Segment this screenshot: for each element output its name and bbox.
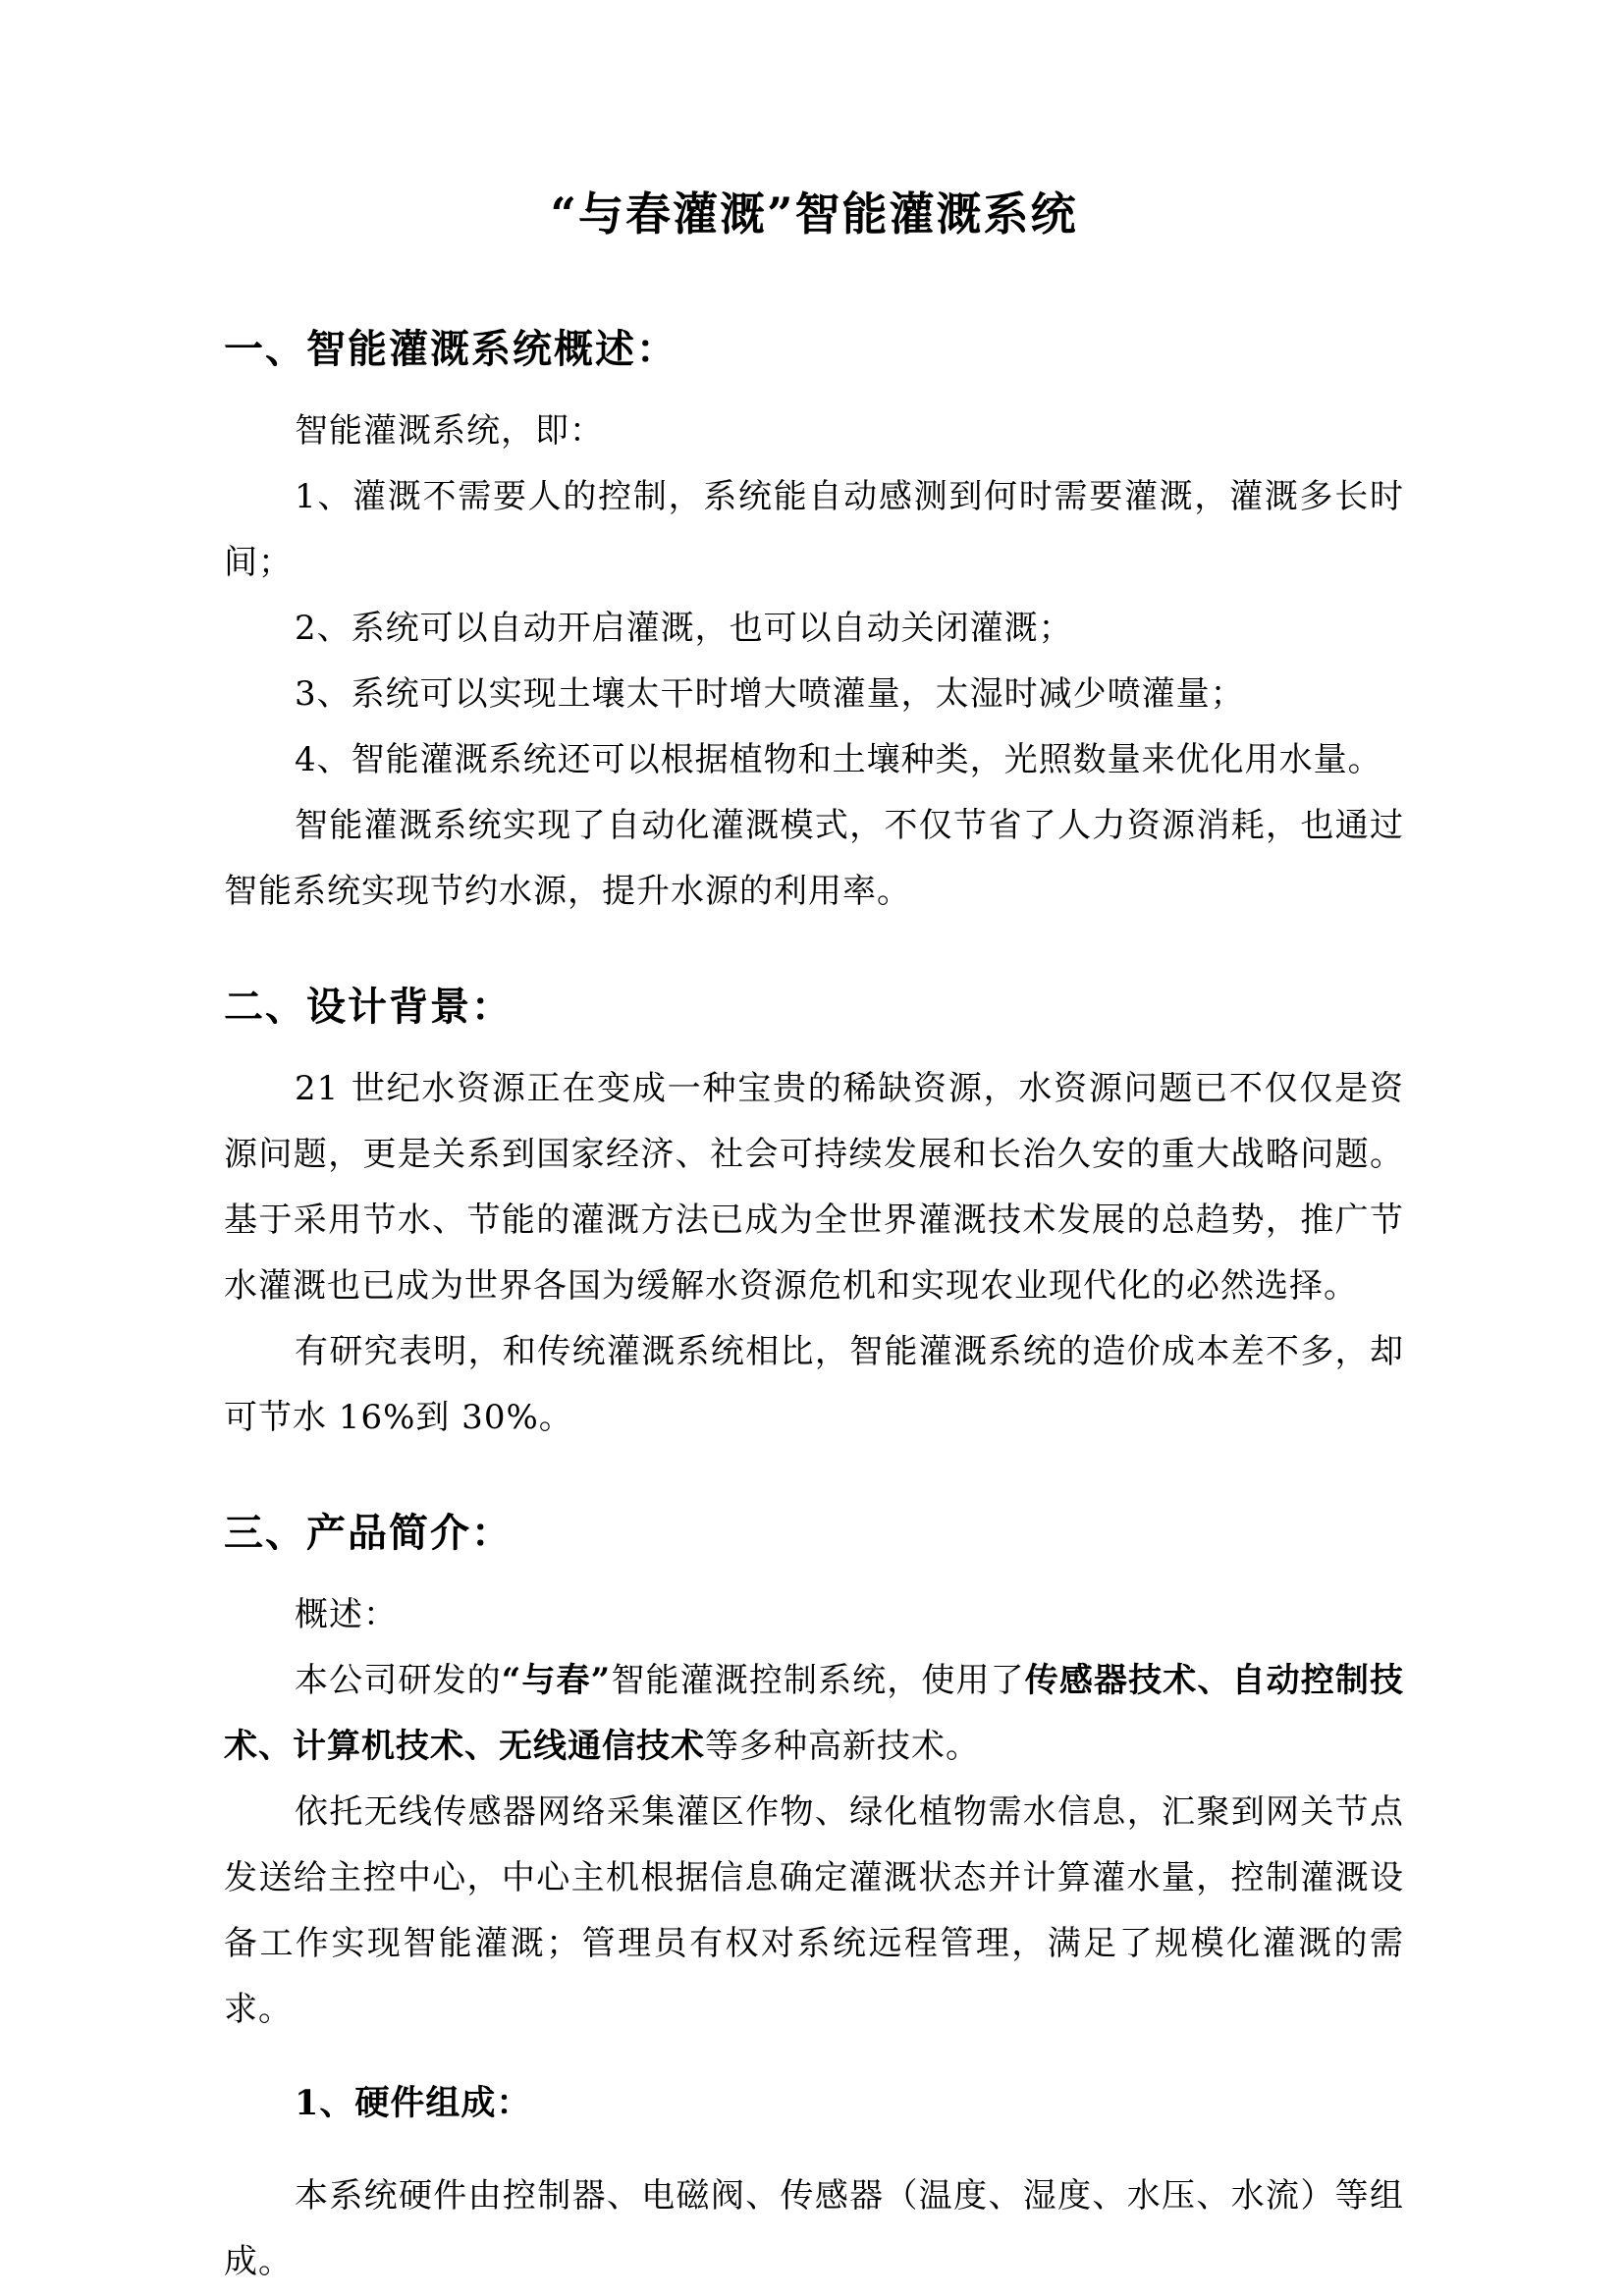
- intro-technologies-bold: 传感器技术、自动控制技术、计算机技术、无线通信技术: [224, 1661, 1405, 1766]
- intro-text-post: 等多种高新技术。: [705, 1727, 980, 1766]
- section-1-heading-overview: 一、智能灌溉系统概述：: [224, 326, 677, 372]
- section-2-heading-background: 二、设计背景：: [224, 984, 513, 1030]
- list-item-3: 3、系统可以实现土壤太干时增大喷灌量，太湿时减少喷灌量；: [295, 674, 1245, 714]
- section-3-overview-label: 概述：: [295, 1595, 398, 1634]
- section-2-paragraph-1: 21 世纪水资源正在变成一种宝贵的稀缺资源，水资源问题已不仅仅是资源问题，更是关系到国家经济、社会可持续发展和长治久安的重大战略问题。基于采用节水、节能的灌溉方法已成为全世界灌溉技术发展的总趋势，推广节水灌溉也已成为世界各国为缓解水资源危机和实现农业现代化的必然选择。: [224, 1069, 1404, 1306]
- section-1-summary-paragraph: 智能灌溉系统实现了自动化灌溉模式，不仅节省了人力资源消耗，也通过智能系统实现节约水源，提升水源的利用率。: [224, 806, 1404, 911]
- intro-text-pre: 本公司研发的: [295, 1661, 502, 1700]
- document-title: “与春灌溉”智能灌溉系统: [550, 187, 1078, 240]
- section-3-network-paragraph: 依托无线传感器网络采集灌区作物、绿化植物需水信息，汇聚到网关节点发送给主控中心，中心主机根据信息确定灌溉状态并计算灌水量，控制灌溉设备工作实现智能灌溉；管理员有权对系统远程管理，满足了规模化灌溉的需求。: [224, 1792, 1404, 2029]
- section-1-intro-paragraph: 智能灌溉系统，即：: [295, 411, 604, 451]
- hardware-composition-paragraph: 本系统硬件由控制器、电磁阀、传感器（温度、湿度、水压、水流）等组成。: [224, 2176, 1404, 2281]
- list-item-4: 4、智能灌溉系统还可以根据植物和土壤种类，光照数量来优化用水量。: [295, 740, 1382, 779]
- intro-brand-name-bold: “与春”: [501, 1661, 612, 1700]
- intro-text-mid: 智能灌溉控制系统，使用了: [611, 1661, 1025, 1700]
- hardware-composition-subheading: 1、硬件组成：: [295, 2083, 532, 2123]
- section-3-intro-paragraph: [224, 1648, 1404, 1780]
- list-item-2: 2、系统可以自动开启灌溉，也可以自动关闭灌溉；: [295, 609, 1073, 648]
- section-3-heading-product-intro: 三、产品简介：: [224, 1510, 513, 1556]
- section-2-paragraph-2: 有研究表明，和传统灌溉系统相比，智能灌溉系统的造价成本差不多，却可节水 16%到 30%。: [224, 1332, 1404, 1437]
- list-item-1: 1、灌溉不需要人的控制，系统能自动感测到何时需要灌溉，灌溉多长时间；: [224, 477, 1404, 582]
